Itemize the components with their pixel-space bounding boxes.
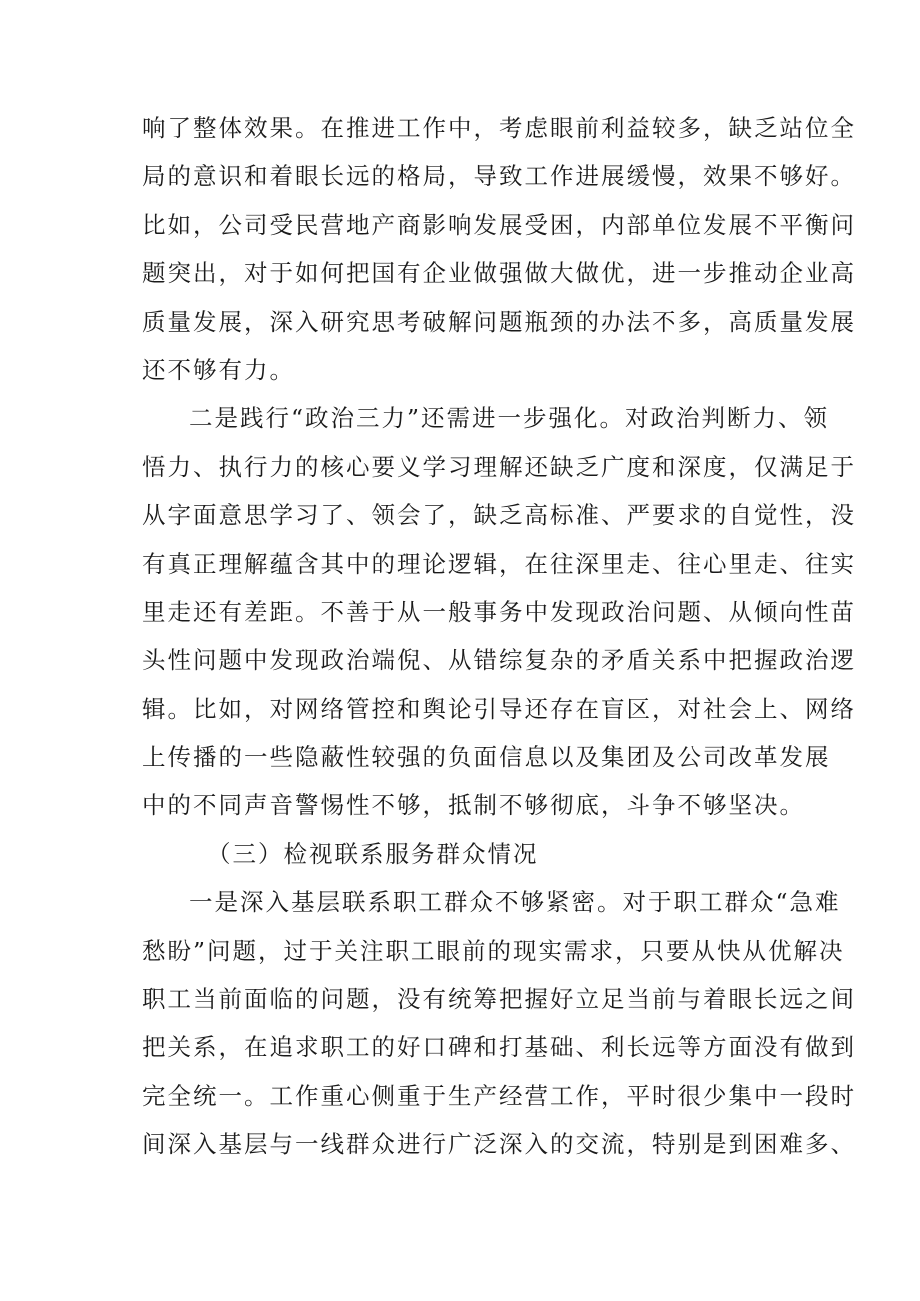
text-line: 从字面意思学习了、领会了，缺乏高标准、严要求的自觉性，没 [142,501,856,530]
text-line: 职工当前面临的问题，没有统筹把握好立足当前与着眼长远之间 [142,985,856,1014]
text-line: 中的不同声音警惕性不够，抵制不够彻底，斗争不够坚决。 [142,791,805,820]
text-line: 局的意识和着眼长远的格局，导致工作进展缓慢，效果不够好。 [142,162,856,191]
text-line: 愁盼”问题，过于关注职工眼前的现实需求，只要从快从优解决 [142,936,845,965]
text-line: 间深入基层与一线群众进行广泛深入的交流，特别是到困难多、 [142,1130,856,1159]
text-line: 还不够有力。 [142,355,295,384]
text-line: 把关系，在追求职工的好口碑和打基础、利长远等方面没有做到 [142,1033,856,1062]
text-line: 质量发展，深入研究思考破解问题瓶颈的办法不多，高质量发展 [142,307,856,336]
text-line: 题突出，对于如何把国有企业做强做大做优，进一步推动企业高 [142,259,856,288]
text-line: 悟力、执行力的核心要义学习理解还缺乏广度和深度，仅满足于 [142,452,856,481]
document-body [142,104,856,1169]
text-line: 头性问题中发现政治端倪、从错综复杂的矛盾关系中把握政治逻 [142,646,856,675]
text-line: 有真正理解蕴含其中的理论逻辑，在往深里走、往心里走、往实 [142,549,856,578]
text-line: 上传播的一些隐蔽性较强的负面信息以及集团及公司改革发展 [142,743,831,772]
paragraph-start-line: 一是深入基层联系职工群众不够紧密。对于职工群众“急难 [189,888,841,917]
text-line: 完全统一。工作重心侧重于生产经营工作，平时很少集中一段时 [142,1081,856,1110]
text-line: 辑。比如，对网络管控和舆论引导还存在盲区，对社会上、网络 [142,694,856,723]
text-line: 比如，公司受民营地产商影响发展受困，内部单位发展不平衡问 [142,210,856,239]
paragraph-start-line: 二是践行“政治三力”还需进一步强化。对政治判断力、领 [189,404,830,433]
text-line: 响了整体效果。在推进工作中，考虑眼前利益较多，缺乏站位全 [142,114,856,142]
text-line: 里走还有差距。不善于从一般事务中发现政治问题、从倾向性苗 [142,597,856,626]
section-heading: （三）检视联系服务群众情况 [207,839,539,868]
